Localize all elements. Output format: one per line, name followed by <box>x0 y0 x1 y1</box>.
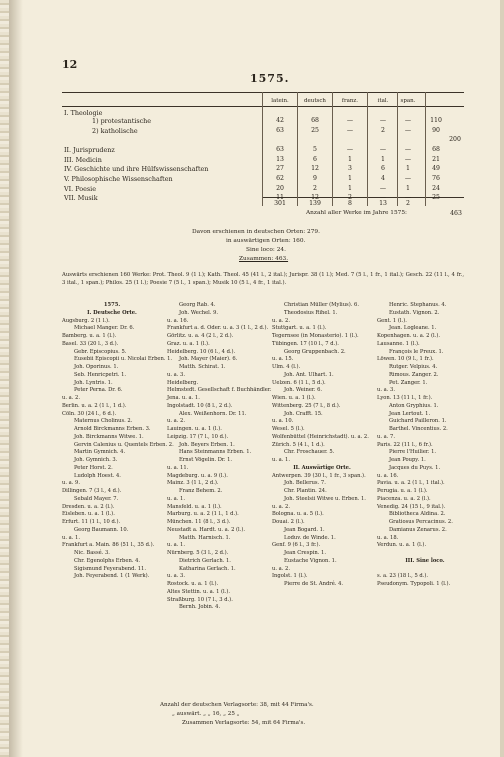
printer-entry: Chr. Froschauer. 5. <box>284 449 335 456</box>
place-entry: Verdun. u. a. 1 (l.). <box>377 542 427 549</box>
place-entry: Dresden. u. a. 2 (l.). <box>62 503 115 510</box>
section-heading: II. Auswärtige Orte. <box>293 464 351 471</box>
printer-entry: Katharina Gerlach. 1. <box>179 565 236 572</box>
table-row-label: VI. Poesie <box>64 184 96 193</box>
printer-entry: Pierre l'Huilier. 1. <box>389 449 437 456</box>
table-cell: 13 <box>276 155 284 163</box>
column-sum: 2 <box>406 200 410 207</box>
place-entry: Bologna. u. a. 5 (l.). <box>272 511 324 518</box>
place-entry: Kopenhagen. u. a. 2 (l.). <box>377 333 441 339</box>
printer-entry: Joh. Steelsii Witwe u. Erben. 1. <box>284 495 366 502</box>
places-column-1 <box>62 302 174 581</box>
place-entry: u. a. 3. <box>377 387 395 394</box>
table-cell: 11 <box>276 194 284 202</box>
column-sum: 139 <box>309 200 321 207</box>
table-cell: 1 <box>348 184 352 192</box>
place-entry: Gent. 1 (l.). <box>377 317 407 324</box>
total-line-value: 463 <box>450 210 462 217</box>
printer-entry: Ernst Vögelin. Dr. 1. <box>179 457 233 463</box>
place-entry: u. a. 3. <box>167 573 185 580</box>
column-sum: 8 <box>348 200 352 207</box>
place-entry: u. a. 18. <box>377 534 399 541</box>
printer-entry: Joh. Mayer (Maier). 6. <box>179 356 238 363</box>
row-total: 25 <box>432 194 440 202</box>
place-entry: u. a. 2. <box>167 418 185 425</box>
printer-entry: Anton Gryphius. 1. <box>389 402 439 409</box>
printer-entry: Jean Crespin. 1. <box>284 550 326 556</box>
place-entry: Uelzen. 6 (1 l., 5 d.). <box>272 379 326 386</box>
printer-entry: Joh. Weiner. 6. <box>284 387 323 394</box>
table-cell: — <box>404 126 412 134</box>
row-total: 90 <box>432 126 440 134</box>
printer-entry: Joh. Gymnich. 3. <box>74 457 118 463</box>
footer-line: Zusammen Verlagsorte: 54, mit 64 Firma's. <box>182 720 306 726</box>
table-row-label: V. Philosophische Wissenschaften <box>64 175 173 183</box>
printer-entry: Georg Rab. 4. <box>179 302 216 308</box>
printer-entry: Chr. Egenolphs Erben. 4. <box>74 557 141 564</box>
place-entry: Rostock. u. a. 1 (l.). <box>167 581 219 587</box>
printer-entry: Gervin Calenius u. Quentels Erben. 2. <box>74 441 174 448</box>
place-entry: Genf. 9 (6 l., 3 fr.). <box>272 542 321 549</box>
column-header: latein. <box>271 98 289 104</box>
printer-entry: Christian Müller (Mylius). 6. <box>284 302 359 308</box>
table-cell: — <box>404 117 412 124</box>
place-entry: u. a. 3. <box>167 371 185 378</box>
table-cell: 1 <box>381 155 385 163</box>
summary-line: in auswärtigen Orten: 160. <box>226 238 306 244</box>
printer-entry: Alex. Weißenhorn. Dr. 11. <box>179 410 247 417</box>
printer-entry: Matth. Schirat. 1. <box>179 364 226 370</box>
printer-entry: Georg Gruppenbach. 2. <box>284 348 346 355</box>
place-entry: Venedig. 24 (15 l., 9 ital.). <box>377 503 446 510</box>
summary-line: Davon erschienen in deutschen Orten: 279. <box>192 229 320 235</box>
printer-entry: Rutger. Velpius. 4. <box>389 364 438 370</box>
printer-entry: Hans Steinmanns Erben. 1. <box>179 449 252 456</box>
place-entry: Ingolstadt. 10 (8 l., 2 d.). <box>167 402 233 409</box>
table-cell: 2 <box>313 184 317 192</box>
printer-entry: Joh. Feyerabend. 1 (1 Werk). <box>74 573 150 580</box>
place-entry: Tegernsee (in Monasterio). 1 (l.). <box>272 333 359 339</box>
place-entry: Lausanne. 1 (l.). <box>377 340 420 347</box>
place-entry: Altes Stettin. u. a. 1 (l.). <box>167 588 231 595</box>
place-entry: Stuttgart. u. a. 1 (l.). <box>272 325 327 332</box>
place-entry: Wolfenbüttel (Heinrichstadt). u. a. 2. <box>272 433 369 440</box>
column-header: franz. <box>341 98 359 104</box>
table-cell: 1 <box>348 155 352 163</box>
year-heading: 1575. <box>250 72 290 85</box>
place-entry: Augsburg. 2 (1 l.). <box>62 317 110 324</box>
printer-entry: Arnold Birckmanns Erben. 3. <box>74 426 151 432</box>
place-entry: Dillingen. 7 (3 l., 4 d.). <box>62 488 122 494</box>
table-cell: 5 <box>313 146 317 154</box>
place-entry: Eisleben. u. a. 1 (l.). <box>62 511 115 518</box>
table-row-label: II. Jurisprudenz <box>64 146 115 155</box>
place-entry: Cöln. 30 (24 l., 6 d.). <box>62 410 117 417</box>
printer-entry: Georg Baumann. 10. <box>74 526 129 533</box>
place-entry: Graz. u. a. 1 (l.). <box>167 340 210 347</box>
row-total: 24 <box>432 184 440 192</box>
printer-entry: Jean Lertout. 1. <box>389 410 431 417</box>
table-cell: — <box>379 184 387 192</box>
printer-entry: Theodosius Rihel. 1. <box>284 309 338 316</box>
printer-entry: Eusebii Episcopii u. Nicolai Erben. 1. <box>74 356 173 363</box>
place-entry: Helmstedt. Gesellschaft f. Buchhändler. <box>167 387 272 394</box>
printer-entry: Jean Poupy. 1. <box>389 457 426 463</box>
place-entry: Ulm. 4 (l.). <box>272 364 301 370</box>
place-entry: u. a. 2. <box>62 395 80 401</box>
place-entry: u. a. 1. <box>167 495 185 502</box>
printer-entry: Jean. Logleane. 1. <box>389 325 437 332</box>
printer-entry: Pet. Zanger. 1. <box>389 379 428 386</box>
printer-entry: Gratiosus Percacinus. 2. <box>389 519 453 525</box>
place-entry: Antwerpen. 39 (30 l., 1 fr., 3 span.). <box>272 472 366 479</box>
table-row-label: 2) katholische <box>92 126 138 135</box>
place-entry: Frankfurt a. Main. 86 (51 l., 35 d.). <box>62 542 155 549</box>
places-column-3 <box>272 302 372 589</box>
place-entry: Nürnberg. 5 (3 l., 2 d.). <box>167 550 229 556</box>
printer-entry: Bibliotheca Aldina. 2. <box>389 511 446 518</box>
place-entry: München. 11 (8 l., 3 d.). <box>167 519 231 525</box>
printer-entry: François le Preux. 1. <box>389 348 444 355</box>
place-entry: Wesel. 5 (l.). <box>272 426 305 432</box>
footer-line: „ auswärt. „ „ 16, „ 25 „ <box>172 711 240 717</box>
table-row-label: IV. Geschichte und ihre Hülfswissenschaften <box>64 165 209 174</box>
printer-entry: Eustache Vignon. 1. <box>284 557 337 564</box>
places-column-2 <box>167 302 272 612</box>
place-entry: Magdeburg. u. a. 9 (l.). <box>167 472 228 479</box>
table-cell: — <box>404 155 412 163</box>
table-cell: — <box>404 194 412 202</box>
column-header: ital. <box>377 98 389 104</box>
table-cell: 9 <box>313 175 317 182</box>
printer-entry: Guichard Pailleron. 1. <box>389 418 447 425</box>
printer-entry: Joh. Crafft. 15. <box>284 410 323 417</box>
place-entry: u. a. 16. <box>167 317 189 324</box>
table-col-divider <box>262 92 263 206</box>
table-cell: — <box>346 126 354 134</box>
table-cell: 63 <box>276 126 284 134</box>
place-entry: Bamberg. u. a. 1 (l.). <box>62 333 117 339</box>
column-header: deutsch <box>304 98 326 104</box>
row-total: 76 <box>432 175 440 182</box>
printer-entry: Nic. Bassé. 3. <box>74 550 110 556</box>
place-entry: u. a. 11. <box>167 464 189 471</box>
printer-entry: Joh. Bellerus. 7. <box>284 480 326 487</box>
place-entry: Basel. 33 (20 l., 3 d.). <box>62 340 119 347</box>
place-entry: Wien. u. a. 1 (l.). <box>272 395 316 401</box>
printer-entry: Joh. Wechel. 9. <box>179 309 219 316</box>
place-entry: Pseudonym. Typopoli. 1 (l.). <box>377 581 451 587</box>
footer-line: Anzahl der deutschen Verlagsorte: 38, mit 44 Firma's. <box>160 702 314 708</box>
place-entry: s. a. 23 (18 l., 5 d.). <box>377 573 429 580</box>
place-entry: u. a. 15. <box>272 356 294 363</box>
place-entry: Erfurt. 11 (1 l., 10 d.). <box>62 519 121 525</box>
table-row-label: VII. Musik <box>64 194 98 203</box>
table-cell: 62 <box>276 175 284 182</box>
table-row-label: 1) protestantische <box>92 117 152 125</box>
place-entry: u. a. 2. <box>272 503 290 510</box>
place-entry: Görlitz. u. a. 4 (2 l., 2 d.). <box>167 333 234 339</box>
place-entry: Straßburg. 10 (7 l., 3 d.). <box>167 596 233 603</box>
table-top-rule <box>62 92 464 93</box>
printer-entry: Sebald Mayer. 7. <box>74 495 119 502</box>
page-number: 12 <box>62 58 78 71</box>
section-heading: III. Sine loco. <box>405 557 445 564</box>
table-cell: 6 <box>381 165 385 173</box>
table-cell: 4 <box>381 175 385 182</box>
row-total: 49 <box>432 165 440 173</box>
book-binding-edge <box>0 0 9 757</box>
printer-entry: Pierre de St. André. 4. <box>284 581 344 587</box>
column-header: span. <box>400 98 416 104</box>
place-entry: Perugia. u. a. 1 (l.). <box>377 488 428 494</box>
printer-entry: Matth. Harnisch. 1. <box>179 534 231 541</box>
printer-entry: Joh. Beyers Erben. 1. <box>179 441 235 448</box>
table-cell: 20 <box>276 184 284 192</box>
printer-entry: Martin Gymnich. 4. <box>74 449 126 456</box>
place-entry: Neustadt a. Hardt. u. a. 2 (l.). <box>167 526 246 533</box>
table-row-label: III. Medicin <box>64 155 102 164</box>
table-col-divider <box>297 92 298 206</box>
place-entry: Mansfeld. u. a. 1 (l.). <box>167 503 222 510</box>
table-cell: 2 <box>348 194 352 202</box>
place-entry: Wittenberg. 25 (7 l., 8 d.). <box>272 402 341 409</box>
table-row-label: I. Theologie <box>64 109 103 117</box>
place-entry: Marburg. u. a. 2 (1 l., 1 d.). <box>167 511 239 518</box>
place-entry: Pavia. u. a. 2 (1 l., 1 ital.). <box>377 480 445 487</box>
place-entry: Lyon. 13 (11 l., 1 fr.). <box>377 395 433 401</box>
place-entry: Berlin. u. a. 2 (1 l., 1 d.). <box>62 402 127 409</box>
column-sum: 301 <box>274 200 286 207</box>
total-line-label: Anzahl aller Werke im Jahre 1575: <box>306 210 407 216</box>
printer-entry: Jean Bogard. 1. <box>284 526 325 533</box>
summary-line: Zusammen: 463. <box>239 256 289 262</box>
printer-entry: Joh. Lyntris. 1. <box>74 379 113 386</box>
table-cell: 27 <box>276 165 284 173</box>
table-cell: — <box>346 146 354 154</box>
place-entry: u. a. 2. <box>272 565 290 572</box>
printer-entry: Franz Behem. 2. <box>179 488 223 494</box>
printer-entry: Dietrich Gerlach. 1. <box>179 557 231 564</box>
place-entry: Heidelberg. <box>167 379 199 386</box>
section-heading: 1575. <box>103 302 121 308</box>
table-cell: — <box>379 146 387 154</box>
place-entry <box>377 550 473 558</box>
printer-entry: Henric. Stephanus. 4. <box>389 302 447 308</box>
table-cell: — <box>404 146 412 154</box>
table-col-divider <box>332 92 333 206</box>
place-entry: Mainz. 3 (1 l., 2 d.). <box>167 480 219 487</box>
table-cell: 1 <box>406 165 410 173</box>
row-total: 21 <box>432 155 440 163</box>
place-entry: Zürich. 5 (4 l., 1 d.). <box>272 441 325 448</box>
place-entry: Douai. 2 (l.). <box>272 519 305 525</box>
printer-entry: Ludolph Hoest. 4. <box>74 472 121 479</box>
table-cell: 12 <box>311 165 319 173</box>
place-entry: Heidelberg. 10 (6 l., 4 d.). <box>167 348 236 355</box>
place-entry: u. a. 7. <box>377 433 395 440</box>
table-cell: 3 <box>348 165 352 173</box>
table-cell: — <box>404 175 412 182</box>
table-cell: 25 <box>311 126 319 134</box>
table-cell: 12 <box>311 194 319 202</box>
place-entry: Frankfurt a. d. Oder. u. a. 3 (1 l., 2 d.). <box>167 325 269 332</box>
table-cell: 2 <box>381 126 385 134</box>
place-entry: u. a. 16. <box>377 472 399 479</box>
place-entry: u. a. 10. <box>272 418 294 425</box>
printer-entry: Rimous. Zanger. 2. <box>389 371 439 378</box>
places-column-4 <box>377 302 473 589</box>
place-entry: Löwen. 10 (9 l., 1 fr.). <box>377 356 434 363</box>
table-cell: 68 <box>311 117 319 124</box>
row-total: 68 <box>432 146 440 154</box>
printer-entry: Peter Horst. 2. <box>74 464 113 471</box>
printer-entry: Bernh. Jobin. 4. <box>179 604 221 611</box>
place-entry: Leipzig. 17 (7 l., 10 d.). <box>167 433 229 440</box>
place-entry: Paris. 22 (11 l., 6 fr.). <box>377 441 433 448</box>
place-entry: u. a. 2. <box>272 317 290 324</box>
printer-entry: Joh. Birckmanns Witwe. 1. <box>74 433 144 440</box>
place-entry: Lauingen. u. a. 1 (l.). <box>167 426 222 432</box>
printer-entry: Peter Perna. Dr. 6. <box>74 387 123 394</box>
table-header-rule <box>62 106 464 107</box>
summary-paragraph: Auswärts erschienen 160 Werke: Prot. Theol. 9 (1 l.); Kath. Theol. 45 (41 l., 2 ital.); Jurispr. 38 (1 l.); Med. 7 (5 l., 1 fr., 1 ital.); Gesch. 22 (11 l., 4 fr., 3 ital., 1 span.); Philos. 25 (1 l.); Poesie 7 (5 l., 1 span.); Musik 10 (5 l., 4 fr., 1 ital.). <box>62 272 464 287</box>
printer-entry: Barthel. Vincentius. 2. <box>389 426 448 432</box>
place-entry: u. a. 1. <box>167 542 185 549</box>
place-entry: Tübingen. 17 (10 l., 7 d.). <box>272 340 339 347</box>
table-cell: — <box>379 117 387 124</box>
page-edge <box>500 0 504 757</box>
printer-entry: Joh. Ant. Ulhart. 1. <box>284 371 334 378</box>
printer-entry: Loduv. de Winde. 1. <box>284 534 336 541</box>
printer-entry: Michael Manger. Dr. 6. <box>74 325 135 332</box>
printer-entry: Seb. Henricpetri. 1. <box>74 371 127 378</box>
place-entry: u. a. 1. <box>62 534 80 541</box>
table-cell: 63 <box>276 146 284 154</box>
printer-entry: Joh. Oporinus. 1. <box>74 364 119 370</box>
summary-line: Sine loco: 24. <box>246 247 286 253</box>
table-cell: 42 <box>276 117 284 124</box>
printer-entry: Sigismund Feyerabend. 11. <box>74 565 146 572</box>
section-heading: I. Deutsche Orte. <box>87 309 137 316</box>
table-cell: — <box>346 117 354 124</box>
column-sum: 13 <box>379 200 387 207</box>
table-cell: 6 <box>313 155 317 163</box>
table-cell: 1 <box>348 175 352 182</box>
printer-entry: Gebr. Episcopius. 5. <box>74 348 127 355</box>
table-cell: — <box>379 194 387 202</box>
place-entry: u. a. 1. <box>272 457 290 463</box>
place-entry: Piacenza. u. a. 2 (l.). <box>377 495 431 502</box>
printer-entry: Chr. Plantin. 24. <box>284 488 327 494</box>
gutter-shadow <box>9 0 23 757</box>
group-total: 200 <box>449 136 461 144</box>
printer-entry: Jacques du Puys. 1. <box>389 464 441 471</box>
printer-entry: Damianus Zenarus. 2. <box>389 526 447 533</box>
printer-entry: Maternus Cholinus. 2. <box>74 418 133 425</box>
place-entry: Ingolst. 1 (l.). <box>272 573 308 580</box>
place-entry: Jena. u. a. 1. <box>167 395 200 401</box>
place-entry: u. a. 9. <box>62 480 80 487</box>
row-total: 110 <box>430 117 442 124</box>
table-cell: 1 <box>406 184 410 192</box>
printer-entry: Eustath. Vignon. 2. <box>389 309 440 316</box>
